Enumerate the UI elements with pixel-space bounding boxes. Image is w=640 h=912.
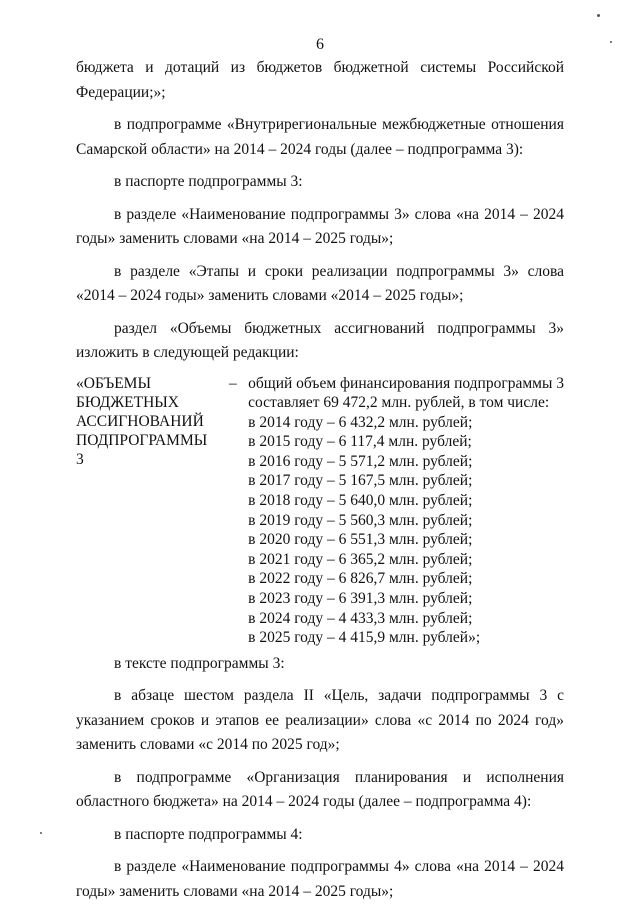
paragraph: бюджета и дотаций из бюджетов бюджетной системы Российской Федерации;»; xyxy=(76,59,564,101)
paragraph: в подпрограмме «Организация планирования и исполнения областного бюджета» на 2014 – 2024 годы (далее – подпрограмма 4): xyxy=(76,768,564,811)
paragraph: в подпрограмме «Внутрирегиональные межбюджетные отношения Самарской области» на 2014 – 2024 годы (далее – подпрограмма 3): xyxy=(76,116,564,158)
funding-table xyxy=(76,374,564,648)
paragraph: в паспорте подпрограммы 4: xyxy=(114,825,303,843)
table-line: в 2019 году – 5 560,3 млн. рублей; xyxy=(248,511,473,529)
table-line: в 2022 году – 6 826,7 млн. рублей; xyxy=(248,570,473,588)
paragraph: раздел «Объемы бюджетных ассигнований подпрограммы 3» изложить в следующей редакции: xyxy=(76,319,564,361)
table-values xyxy=(248,374,564,648)
table-line: в 2023 году – 6 391,3 млн. рублей; xyxy=(248,590,473,608)
table-heading xyxy=(76,374,218,648)
table-heading-line: БЮДЖЕТНЫХ xyxy=(76,393,179,411)
table-dash: – xyxy=(228,374,237,392)
table-heading-line: «ОБЪЕМЫ xyxy=(76,374,151,392)
table-line: в 2021 году – 6 365,2 млн. рублей; xyxy=(248,550,473,568)
table-line: в 2014 году – 6 432,2 млн. рублей; xyxy=(248,413,473,431)
page-number: 6 xyxy=(316,36,324,53)
scan-speck xyxy=(597,14,600,17)
table-heading-line: АССИГНОВАНИЙ xyxy=(76,412,204,430)
paragraph: в разделе «Наименование подпрограммы 4» слова «на 2014 – 2024 годы» заменить словами «на 2014 – 2025 годы»; xyxy=(76,858,564,900)
paragraph: в абзаце шестом раздела II «Цель, задачи подпрограммы 3 с указанием сроков и этапов ее реализации» слова «с 2014 по 2024 год» заменить словами «с 2014 по 2025 год»; xyxy=(76,687,564,754)
paragraph: в разделе «Наименование подпрограммы 3» слова «на 2014 – 2024 годы» заменить словами «на 2014 – 2025 годы»; xyxy=(76,205,564,247)
table-line: в 2020 году – 6 551,3 млн. рублей; xyxy=(248,531,473,549)
table-line: общий объем финансирования подпрограммы 3 xyxy=(248,374,564,392)
table-line: в 2015 году – 6 117,4 млн. рублей; xyxy=(248,433,472,451)
table-line: в 2017 году – 5 167,5 млн. рублей; xyxy=(248,472,473,490)
scan-speck xyxy=(40,832,42,834)
scan-speck xyxy=(610,41,612,43)
table-line: в 2024 году – 4 433,3 млн. рублей; xyxy=(248,609,473,627)
table-line: составляет 69 472,2 млн. рублей, в том числе: xyxy=(248,394,550,412)
paragraph: в тексте подпрограммы 3: xyxy=(114,654,285,672)
table-line: в 2016 году – 5 571,2 млн. рублей; xyxy=(248,452,473,470)
table-heading-line: ПОДПРОГРАММЫ 3 xyxy=(76,431,208,468)
table-line: в 2025 году – 4 415,9 млн. рублей»; xyxy=(248,629,481,647)
paragraph: в паспорте подпрограммы 3: xyxy=(114,173,303,190)
table-line: в 2018 году – 5 640,0 млн. рублей; xyxy=(248,492,473,510)
document-body xyxy=(76,56,564,912)
paragraph: в разделе «Этапы и сроки реализации подпрограммы 3» слова «2014 – 2024 годы» заменить словами «2014 – 2025 годы»; xyxy=(76,262,564,304)
